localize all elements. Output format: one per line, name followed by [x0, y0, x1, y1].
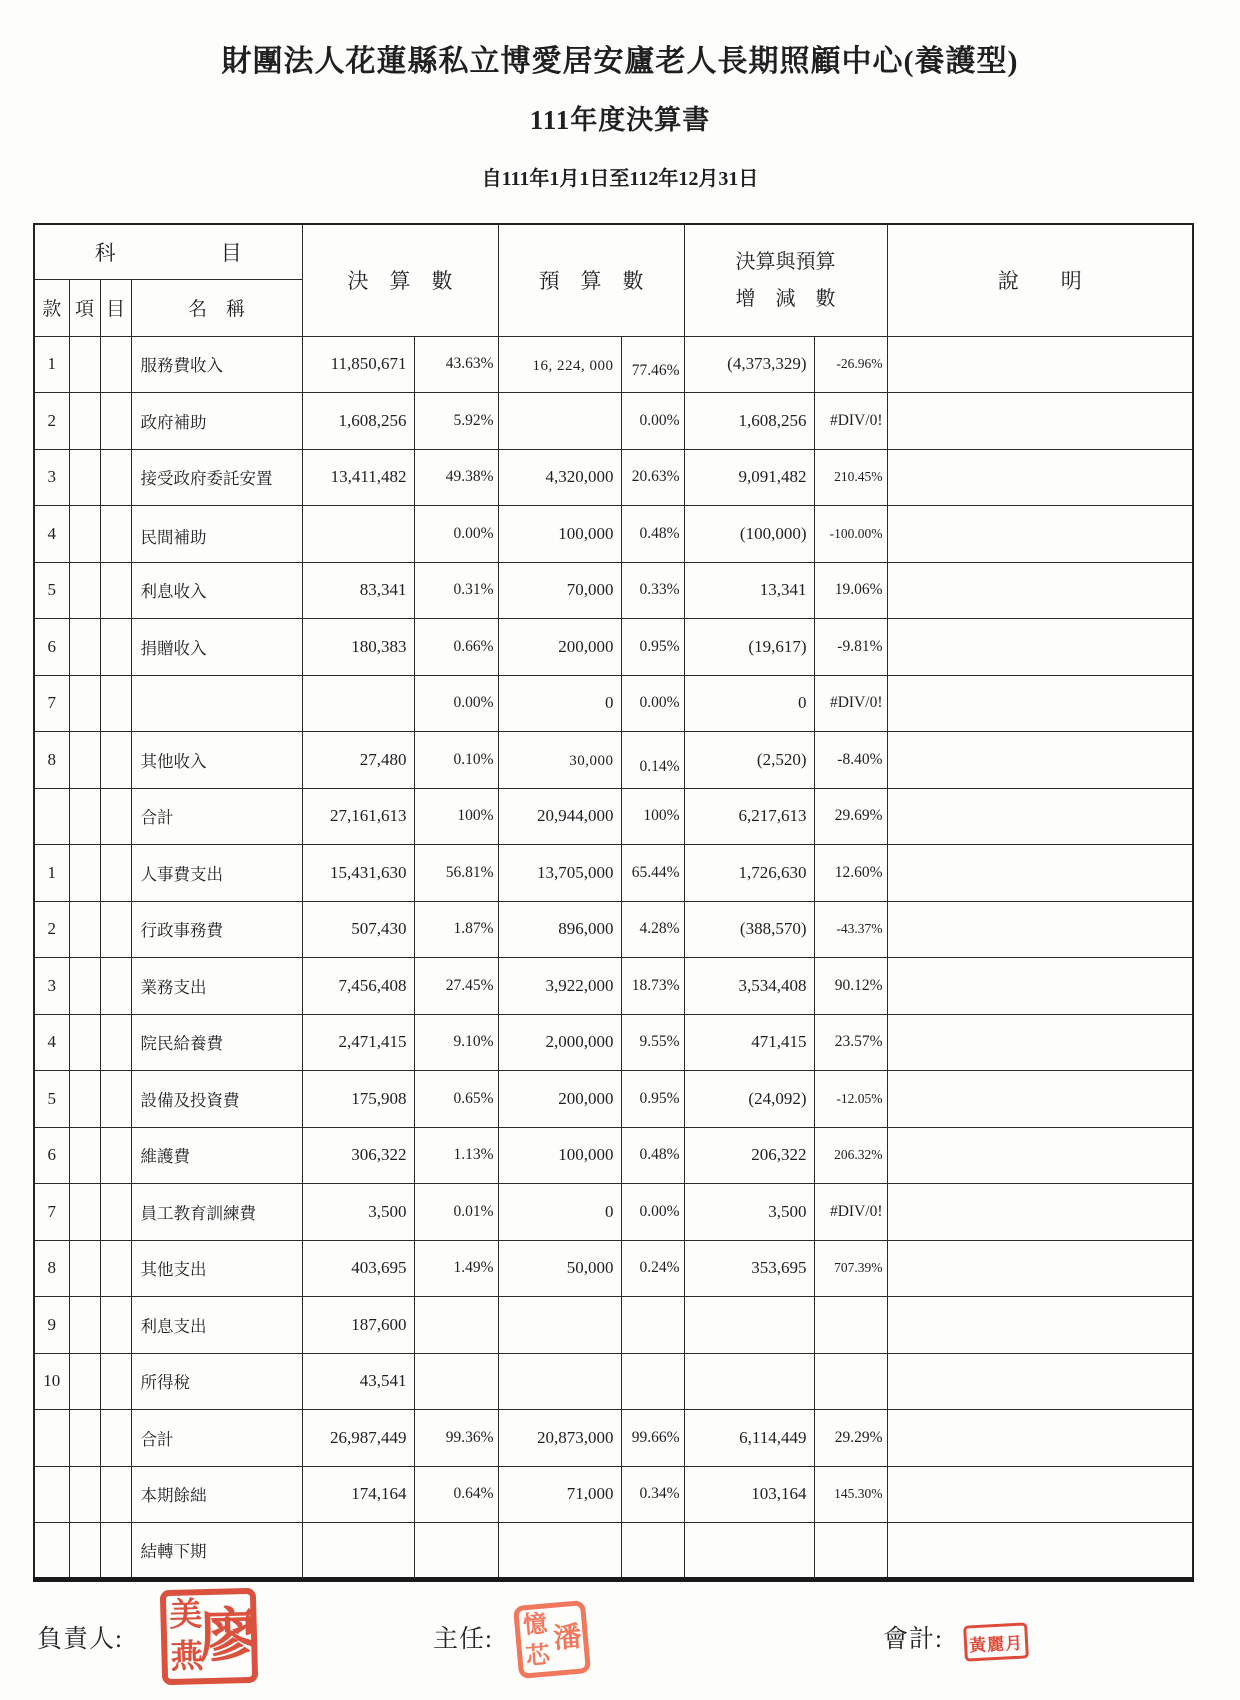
owner-seal-char: 美: [168, 1597, 203, 1635]
table-body: [34, 336, 1193, 1579]
cell-name: 所得稅: [131, 1353, 302, 1410]
header-budget-amount: 預 算 數: [498, 224, 684, 336]
cell-budget-percent: 0.33%: [621, 562, 684, 619]
table-row: [34, 675, 1193, 732]
cell-actual-percent: 0.10%: [414, 732, 498, 789]
table-row: [34, 562, 1193, 619]
cell-difference-percent: [814, 1523, 887, 1580]
cell-difference-percent: #DIV/0!: [814, 393, 887, 450]
cell-actual-amount: 180,383: [302, 619, 414, 676]
cell-difference-amount: (2,520): [684, 732, 814, 789]
cell-note: [887, 1523, 1193, 1580]
cell-actual-amount: 13,411,482: [302, 449, 414, 506]
cell-budget-amount: 4,320,000: [498, 449, 621, 506]
cell-kuan: 4: [34, 506, 69, 563]
cell-xiang: [69, 1297, 100, 1354]
cell-budget-amount: 20,873,000: [498, 1410, 621, 1467]
cell-difference-percent: [814, 1297, 887, 1354]
cell-difference-amount: 13,341: [684, 562, 814, 619]
cell-actual-amount: 187,600: [302, 1297, 414, 1354]
header-mu: 目: [100, 279, 131, 336]
page-subtitle: 111年度決算書: [529, 105, 711, 135]
cell-mu: [100, 732, 131, 789]
table-row: [34, 506, 1193, 563]
cell-budget-amount: 0: [498, 675, 621, 732]
cell-kuan: 5: [34, 1071, 69, 1128]
cell-actual-percent: 0.31%: [414, 562, 498, 619]
cell-note: [887, 788, 1193, 845]
table-row: [34, 732, 1193, 789]
cell-mu: [100, 562, 131, 619]
cell-difference-amount: 353,695: [684, 1240, 814, 1297]
cell-budget-percent: 20.63%: [621, 449, 684, 506]
cell-budget-percent: 0.48%: [621, 506, 684, 563]
cell-note: [887, 393, 1193, 450]
table-row: [34, 1071, 1193, 1128]
cell-note: [887, 1466, 1193, 1523]
cell-actual-percent: [414, 1523, 498, 1580]
cell-actual-percent: 0.00%: [414, 506, 498, 563]
cell-mu: [100, 1240, 131, 1297]
cell-mu: [100, 1184, 131, 1241]
cell-kuan: 8: [34, 1240, 69, 1297]
cell-difference-amount: 6,217,613: [684, 788, 814, 845]
cell-actual-percent: 1.49%: [414, 1240, 498, 1297]
cell-name: 政府補助: [131, 393, 302, 450]
cell-budget-amount: 896,000: [498, 901, 621, 958]
cell-budget-amount: 200,000: [498, 619, 621, 676]
cell-difference-percent: -9.81%: [814, 619, 887, 676]
cell-note: [887, 1297, 1193, 1354]
cell-mu: [100, 619, 131, 676]
cell-difference-percent: -8.40%: [814, 732, 887, 789]
director-label: 主任:: [433, 1626, 493, 1653]
cell-kuan: 10: [34, 1353, 69, 1410]
owner-seal-char: 廖: [198, 1602, 259, 1669]
header-xiang: 項: [69, 279, 100, 336]
cell-actual-percent: 99.36%: [414, 1410, 498, 1467]
cell-actual-amount: 83,341: [302, 562, 414, 619]
cell-difference-percent: 210.45%: [814, 449, 887, 506]
cell-difference-percent: [814, 1353, 887, 1410]
cell-budget-amount: [498, 393, 621, 450]
cell-actual-amount: 175,908: [302, 1071, 414, 1128]
cell-budget-amount: 16, 224, 000: [498, 336, 621, 393]
cell-difference-amount: 6,114,449: [684, 1410, 814, 1467]
director-seal-char: 芯: [524, 1642, 552, 1671]
cell-name: 本期餘絀: [131, 1466, 302, 1523]
cell-budget-percent: 0.00%: [621, 1184, 684, 1241]
table-row: [34, 1353, 1193, 1410]
cell-budget-amount: 13,705,000: [498, 845, 621, 902]
cell-kuan: [34, 1466, 69, 1523]
table-row: [34, 336, 1193, 393]
cell-xiang: [69, 449, 100, 506]
cell-note: [887, 619, 1193, 676]
table-row: [34, 845, 1193, 902]
table-row: [34, 1127, 1193, 1184]
table-row: [34, 1410, 1193, 1467]
cell-budget-percent: 0.95%: [621, 1071, 684, 1128]
cell-budget-amount: 50,000: [498, 1240, 621, 1297]
director-seal-char: 潘: [552, 1620, 583, 1655]
cell-difference-amount: 1,726,630: [684, 845, 814, 902]
table-row: [34, 619, 1193, 676]
cell-kuan: [34, 788, 69, 845]
cell-note: [887, 562, 1193, 619]
cell-budget-amount: 0: [498, 1184, 621, 1241]
cell-difference-amount: (388,570): [684, 901, 814, 958]
cell-actual-amount: 3,500: [302, 1184, 414, 1241]
cell-difference-percent: #DIV/0!: [814, 675, 887, 732]
owner-label: 負責人:: [37, 1626, 123, 1653]
table-row: [34, 1184, 1193, 1241]
cell-mu: [100, 1297, 131, 1354]
director-seal-char: 憶: [522, 1611, 549, 1640]
cell-name: 服務費收入: [131, 336, 302, 393]
cell-actual-percent: 0.00%: [414, 675, 498, 732]
cell-actual-amount: 403,695: [302, 1240, 414, 1297]
cell-name: 設備及投資費: [131, 1071, 302, 1128]
table-row: [34, 393, 1193, 450]
cell-note: [887, 1353, 1193, 1410]
cell-note: [887, 336, 1193, 393]
cell-difference-amount: (4,373,329): [684, 336, 814, 393]
budget-table: [33, 223, 1194, 1582]
cell-note: [887, 1240, 1193, 1297]
cell-kuan: [34, 1523, 69, 1580]
cell-difference-amount: [684, 1523, 814, 1580]
cell-actual-amount: 1,608,256: [302, 393, 414, 450]
cell-note: [887, 1184, 1193, 1241]
page-title: 財團法人花蓮縣私立博愛居安廬老人長期照顧中心(養護型): [221, 45, 1019, 78]
cell-name: 民間補助: [131, 506, 302, 563]
cell-kuan: 9: [34, 1297, 69, 1354]
header-kuan: 款: [34, 279, 69, 336]
cell-actual-percent: [414, 1297, 498, 1354]
cell-mu: [100, 1523, 131, 1580]
cell-note: [887, 901, 1193, 958]
cell-xiang: [69, 1410, 100, 1467]
cell-actual-amount: 2,471,415: [302, 1014, 414, 1071]
cell-difference-amount: (24,092): [684, 1071, 814, 1128]
cell-mu: [100, 1071, 131, 1128]
cell-mu: [100, 1127, 131, 1184]
cell-name: 院民給養費: [131, 1014, 302, 1071]
cell-actual-amount: 174,164: [302, 1466, 414, 1523]
cell-xiang: [69, 506, 100, 563]
cell-xiang: [69, 1071, 100, 1128]
cell-difference-percent: -12.05%: [814, 1071, 887, 1128]
cell-difference-amount: 9,091,482: [684, 449, 814, 506]
cell-budget-percent: [621, 1297, 684, 1354]
cell-difference-percent: 29.69%: [814, 788, 887, 845]
cell-mu: [100, 845, 131, 902]
cell-actual-amount: 27,161,613: [302, 788, 414, 845]
table-row: [34, 1014, 1193, 1071]
cell-actual-percent: 0.65%: [414, 1071, 498, 1128]
director-seal-stamp: [513, 1600, 591, 1679]
cell-actual-amount: 11,850,671: [302, 336, 414, 393]
cell-note: [887, 1410, 1193, 1467]
cell-mu: [100, 788, 131, 845]
cell-budget-amount: [498, 1297, 621, 1354]
header-difference-line2: 增 減 數: [735, 287, 836, 310]
cell-actual-amount: 27,480: [302, 732, 414, 789]
cell-mu: [100, 449, 131, 506]
cell-xiang: [69, 619, 100, 676]
cell-kuan: 4: [34, 1014, 69, 1071]
cell-actual-percent: 0.64%: [414, 1466, 498, 1523]
cell-name: 其他收入: [131, 732, 302, 789]
cell-note: [887, 675, 1193, 732]
header-difference: [684, 224, 887, 336]
cell-difference-amount: 103,164: [684, 1466, 814, 1523]
director-seal-left-column: [518, 1608, 554, 1673]
cell-note: [887, 506, 1193, 563]
cell-actual-percent: 9.10%: [414, 1014, 498, 1071]
cell-mu: [100, 958, 131, 1015]
cell-difference-amount: (100,000): [684, 506, 814, 563]
period-line: 自111年1月1日至112年12月31日: [481, 168, 759, 190]
cell-xiang: [69, 562, 100, 619]
cell-budget-percent: 4.28%: [621, 901, 684, 958]
cell-kuan: 1: [34, 336, 69, 393]
cell-difference-amount: 3,500: [684, 1184, 814, 1241]
header-note: 說 明: [887, 224, 1193, 336]
cell-actual-amount: 306,322: [302, 1127, 414, 1184]
cell-budget-percent: 9.55%: [621, 1014, 684, 1071]
table-row: [34, 449, 1193, 506]
cell-actual-percent: 5.92%: [414, 393, 498, 450]
cell-budget-percent: 0.14%: [621, 732, 684, 789]
cell-name: 維護費: [131, 1127, 302, 1184]
cell-budget-percent: 0.48%: [621, 1127, 684, 1184]
cell-budget-amount: 30,000: [498, 732, 621, 789]
cell-actual-percent: 27.45%: [414, 958, 498, 1015]
cell-budget-percent: [621, 1523, 684, 1580]
cell-mu: [100, 1014, 131, 1071]
cell-difference-amount: [684, 1297, 814, 1354]
cell-mu: [100, 393, 131, 450]
table-row: [34, 1523, 1193, 1580]
cell-actual-amount: [302, 506, 414, 563]
cell-budget-amount: 200,000: [498, 1071, 621, 1128]
cell-difference-percent: -43.37%: [814, 901, 887, 958]
cell-note: [887, 732, 1193, 789]
cell-budget-percent: [621, 1353, 684, 1410]
cell-mu: [100, 336, 131, 393]
cell-xiang: [69, 393, 100, 450]
cell-kuan: 6: [34, 619, 69, 676]
owner-seal-char: 燕: [169, 1638, 204, 1676]
cell-difference-percent: 19.06%: [814, 562, 887, 619]
cell-xiang: [69, 958, 100, 1015]
cell-difference-percent: 90.12%: [814, 958, 887, 1015]
cell-actual-amount: [302, 675, 414, 732]
cell-actual-percent: 0.01%: [414, 1184, 498, 1241]
cell-name: 行政事務費: [131, 901, 302, 958]
cell-budget-percent: 0.34%: [621, 1466, 684, 1523]
cell-actual-percent: [414, 1353, 498, 1410]
accountant-label: 會計:: [883, 1626, 943, 1653]
cell-actual-percent: 49.38%: [414, 449, 498, 506]
cell-kuan: 2: [34, 901, 69, 958]
cell-actual-amount: 7,456,408: [302, 958, 414, 1015]
cell-budget-percent: 0.00%: [621, 393, 684, 450]
accountant-seal-stamp: 黃麗月: [963, 1622, 1029, 1661]
cell-budget-amount: 70,000: [498, 562, 621, 619]
cell-actual-percent: 56.81%: [414, 845, 498, 902]
cell-kuan: 3: [34, 449, 69, 506]
cell-budget-percent: 18.73%: [621, 958, 684, 1015]
cell-name: 結轉下期: [131, 1523, 302, 1580]
header-subject: 科 目: [34, 224, 302, 279]
cell-note: [887, 449, 1193, 506]
cell-xiang: [69, 1184, 100, 1241]
cell-budget-percent: 77.46%: [621, 336, 684, 393]
cell-mu: [100, 1466, 131, 1523]
cell-kuan: [34, 1410, 69, 1467]
cell-budget-amount: 100,000: [498, 1127, 621, 1184]
cell-kuan: 3: [34, 958, 69, 1015]
cell-name: 其他支出: [131, 1240, 302, 1297]
cell-kuan: 7: [34, 675, 69, 732]
cell-xiang: [69, 1523, 100, 1580]
table-row: [34, 958, 1193, 1015]
cell-difference-amount: [684, 1353, 814, 1410]
cell-difference-percent: -100.00%: [814, 506, 887, 563]
cell-difference-amount: (19,617): [684, 619, 814, 676]
cell-difference-percent: 23.57%: [814, 1014, 887, 1071]
cell-xiang: [69, 788, 100, 845]
cell-note: [887, 845, 1193, 902]
cell-difference-percent: -26.96%: [814, 336, 887, 393]
cell-budget-percent: 0.00%: [621, 675, 684, 732]
cell-xiang: [69, 1466, 100, 1523]
cell-difference-percent: 206.32%: [814, 1127, 887, 1184]
cell-difference-amount: 1,608,256: [684, 393, 814, 450]
cell-xiang: [69, 1127, 100, 1184]
cell-kuan: 2: [34, 393, 69, 450]
cell-budget-amount: 20,944,000: [498, 788, 621, 845]
cell-name: [131, 675, 302, 732]
cell-budget-percent: 0.95%: [621, 619, 684, 676]
cell-xiang: [69, 675, 100, 732]
cell-mu: [100, 1353, 131, 1410]
cell-xiang: [69, 1353, 100, 1410]
cell-actual-percent: 43.63%: [414, 336, 498, 393]
cell-mu: [100, 1410, 131, 1467]
table-row: [34, 1297, 1193, 1354]
table-row: [34, 1240, 1193, 1297]
cell-actual-percent: 1.87%: [414, 901, 498, 958]
cell-name: 員工教育訓練費: [131, 1184, 302, 1241]
cell-actual-amount: 15,431,630: [302, 845, 414, 902]
cell-name: 合計: [131, 788, 302, 845]
cell-difference-percent: #DIV/0!: [814, 1184, 887, 1241]
cell-kuan: 8: [34, 732, 69, 789]
cell-actual-amount: 43,541: [302, 1353, 414, 1410]
cell-budget-percent: 100%: [621, 788, 684, 845]
cell-note: [887, 958, 1193, 1015]
cell-mu: [100, 506, 131, 563]
table-row: [34, 788, 1193, 845]
table-row: [34, 1466, 1193, 1523]
cell-difference-percent: 29.29%: [814, 1410, 887, 1467]
cell-mu: [100, 901, 131, 958]
cell-xiang: [69, 1014, 100, 1071]
cell-difference-percent: 12.60%: [814, 845, 887, 902]
cell-actual-amount: 507,430: [302, 901, 414, 958]
cell-difference-amount: 206,322: [684, 1127, 814, 1184]
cell-budget-amount: 100,000: [498, 506, 621, 563]
header-difference-line1: 決算與預算: [735, 250, 836, 273]
cell-actual-amount: 26,987,449: [302, 1410, 414, 1467]
cell-difference-percent: 707.39%: [814, 1240, 887, 1297]
cell-difference-percent: 145.30%: [814, 1466, 887, 1523]
cell-note: [887, 1071, 1193, 1128]
cell-name: 捐贈收入: [131, 619, 302, 676]
cell-budget-amount: 2,000,000: [498, 1014, 621, 1071]
cell-note: [887, 1127, 1193, 1184]
cell-actual-percent: 0.66%: [414, 619, 498, 676]
cell-mu: [100, 675, 131, 732]
cell-name: 利息收入: [131, 562, 302, 619]
cell-xiang: [69, 732, 100, 789]
header-name: 名 稱: [131, 279, 302, 336]
cell-kuan: 5: [34, 562, 69, 619]
cell-difference-amount: 3,534,408: [684, 958, 814, 1015]
cell-budget-percent: 65.44%: [621, 845, 684, 902]
cell-actual-percent: 100%: [414, 788, 498, 845]
cell-difference-amount: 0: [684, 675, 814, 732]
cell-xiang: [69, 1240, 100, 1297]
cell-budget-amount: [498, 1353, 621, 1410]
cell-xiang: [69, 901, 100, 958]
cell-kuan: 6: [34, 1127, 69, 1184]
cell-difference-amount: 471,415: [684, 1014, 814, 1071]
table-row: [34, 901, 1193, 958]
cell-name: 利息支出: [131, 1297, 302, 1354]
cell-kuan: 1: [34, 845, 69, 902]
cell-xiang: [69, 845, 100, 902]
cell-actual-percent: 1.13%: [414, 1127, 498, 1184]
cell-budget-amount: 71,000: [498, 1466, 621, 1523]
cell-budget-amount: [498, 1523, 621, 1580]
cell-actual-amount: [302, 1523, 414, 1580]
cell-name: 合計: [131, 1410, 302, 1467]
cell-name: 接受政府委託安置: [131, 449, 302, 506]
cell-kuan: 7: [34, 1184, 69, 1241]
cell-note: [887, 1014, 1193, 1071]
cell-budget-percent: 99.66%: [621, 1410, 684, 1467]
cell-name: 人事費支出: [131, 845, 302, 902]
owner-seal-stamp: [160, 1588, 258, 1685]
cell-xiang: [69, 336, 100, 393]
cell-name: 業務支出: [131, 958, 302, 1015]
cell-budget-percent: 0.24%: [621, 1240, 684, 1297]
header-actual-amount: 決 算 數: [302, 224, 498, 336]
cell-budget-amount: 3,922,000: [498, 958, 621, 1015]
